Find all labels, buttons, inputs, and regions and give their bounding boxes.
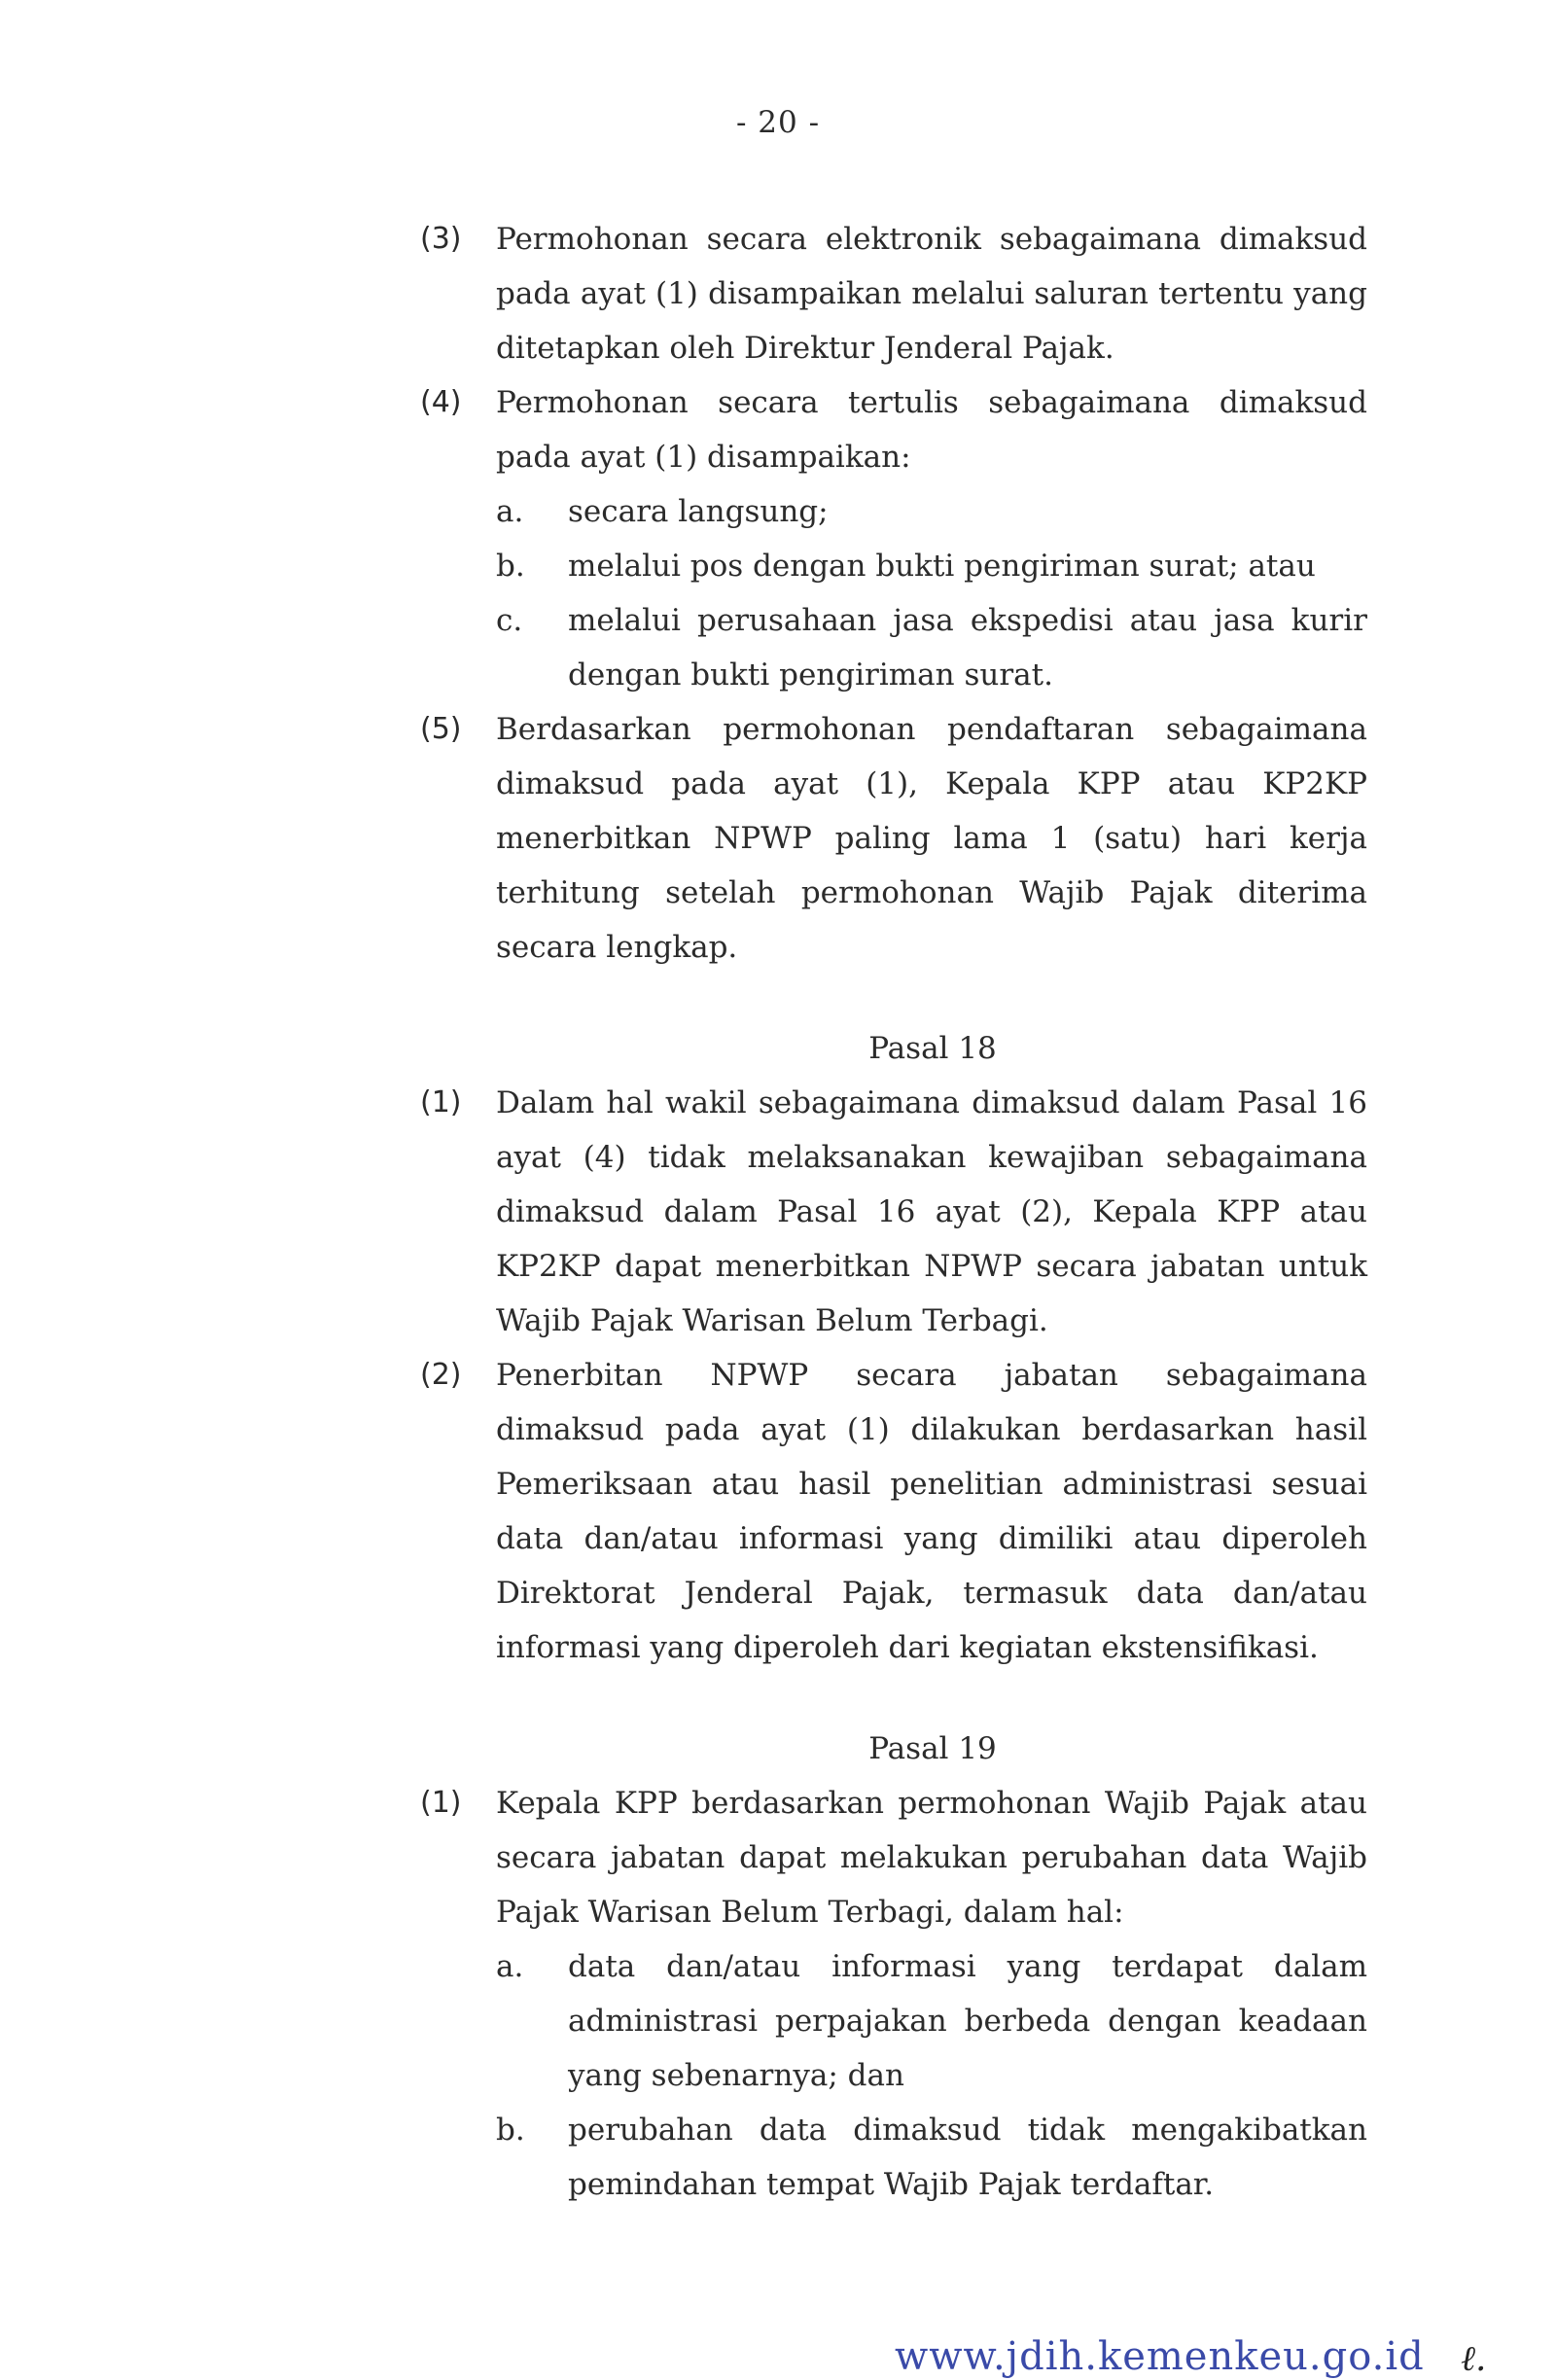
item-text: Permohonan secara elektronik sebagaimana dimaksud pada ayat (1) disampaikan melalui saluran tertentu yang ditetapkan oleh Direktur Jenderal Pajak.: [496, 222, 1367, 366]
section-title-pasal-19: Pasal 19: [868, 1731, 997, 1766]
item-number: (3): [420, 222, 462, 256]
sub-item: [496, 1939, 1367, 2103]
page-number: - 20 -: [735, 105, 821, 140]
sub-item-text: melalui perusahaan jasa ekspedisi atau jasa kurir dengan bukti pengiriman surat.: [568, 603, 1367, 693]
item-text: Berdasarkan permohonan pendaftaran sebagaimana dimaksud pada ayat (1), Kepala KPP atau KP2KP menerbitkan NPWP paling lama 1 (satu) hari kerja terhitung setelah permohonan Wajib Pajak diterima secara lengkap.: [496, 712, 1367, 965]
sub-item-letter: b.: [496, 549, 525, 584]
sub-item: [496, 2103, 1367, 2212]
paragraph-item: [0, 702, 1367, 975]
sub-item-text: data dan/atau informasi yang terdapat dalam administrasi perpajakan berbeda dengan keadaan yang sebenarnya; dan: [568, 1949, 1367, 2093]
item-text: Penerbitan NPWP secara jabatan sebagaimana dimaksud pada ayat (1) dilakukan berdasarkan hasil Pemeriksaan atau hasil penelitian administrasi sesuai data dan/atau informasi yang dimiliki atau diperoleh Direktorat Jenderal Pajak, termasuk data dan/atau informasi yang diperoleh dari kegiatan ekstensifikasi.: [496, 1358, 1367, 1665]
sub-item-text: perubahan data dimaksud tidak mengakibatkan pemindahan tempat Wajib Pajak terdaftar.: [568, 2113, 1367, 2202]
sub-item: [496, 484, 1367, 539]
section-title-pasal-18: Pasal 18: [868, 1031, 997, 1066]
item-number: (4): [420, 385, 462, 419]
sub-item-letter: a.: [496, 494, 524, 529]
paragraph-item: [0, 375, 1367, 702]
sub-item-letter: b.: [496, 2113, 525, 2148]
sub-item: [496, 539, 1367, 593]
sub-item-text: melalui pos dengan bukti pengiriman surat; atau: [568, 549, 1316, 584]
item-number: (1): [420, 1085, 462, 1119]
paragraph-item: [0, 1776, 1367, 2212]
item-text: Kepala KPP berdasarkan permohonan Wajib Pajak atau secara jabatan dapat melakukan perubahan data Wajib Pajak Warisan Belum Terbagi, dalam hal:: [496, 1786, 1367, 1930]
item-number: (5): [420, 712, 462, 746]
item-text: Permohonan secara tertulis sebagaimana dimaksud pada ayat (1) disampaikan:: [496, 385, 1367, 475]
sub-item: [496, 593, 1367, 702]
signature-initial: ℓ.: [1461, 2339, 1487, 2379]
sub-item-text: secara langsung;: [568, 494, 829, 529]
item-text: Dalam hal wakil sebagaimana dimaksud dalam Pasal 16 ayat (4) tidak melaksanakan kewajiban sebagaimana dimaksud dalam Pasal 16 ayat (2), Kepala KPP atau KP2KP dapat menerbitkan NPWP secara jabatan untuk Wajib Pajak Warisan Belum Terbagi.: [496, 1085, 1367, 1338]
document-body: [0, 212, 1556, 2212]
item-number: (1): [420, 1786, 462, 1820]
paragraph-item: [0, 212, 1367, 375]
paragraph-item: [0, 1348, 1367, 1675]
paragraph-item: [0, 1076, 1367, 1348]
item-number: (2): [420, 1358, 462, 1392]
sub-item-letter: a.: [496, 1949, 524, 1984]
sub-item-letter: c.: [496, 603, 523, 638]
footer-website-link[interactable]: www.jdih.kemenkeu.go.id: [895, 2334, 1425, 2379]
